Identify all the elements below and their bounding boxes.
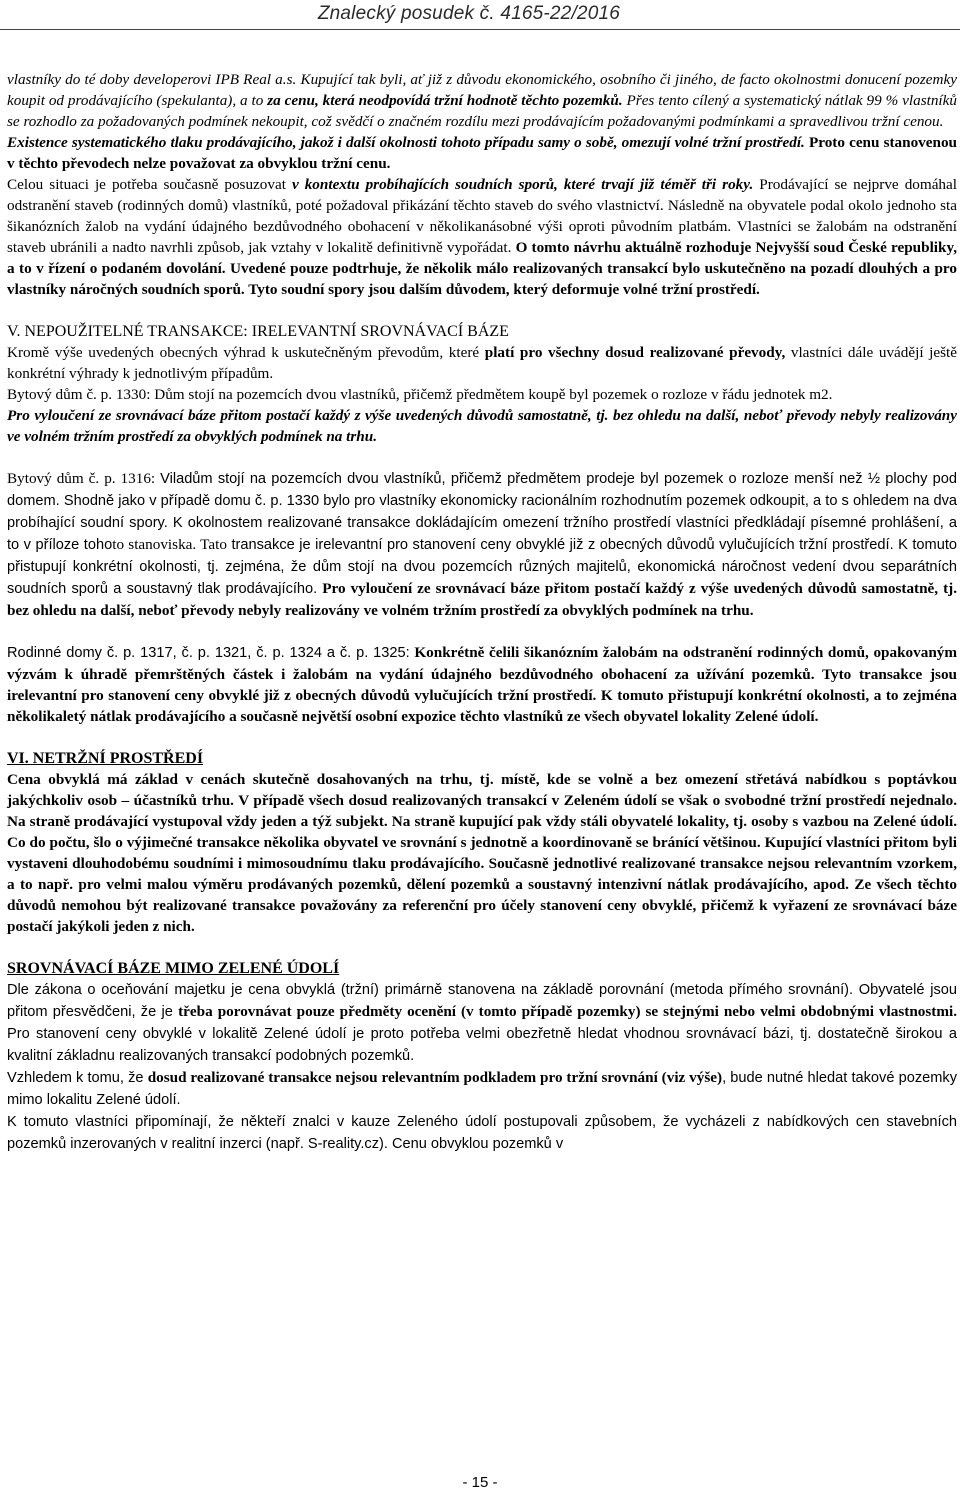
- paragraph-systematic-pressure: [7, 132, 957, 174]
- section-heading-comparison: [7, 958, 957, 979]
- heading-text: SROVNÁVACÍ BÁZE MIMO ZELENÉ ÚDOLÍ: [7, 960, 340, 977]
- text-run: Prodávající se nejprve domáhal odstranění staveb (rodinných domů) vlastníků, poté požadoval přikázání těchto staveb do svého vlastnictví. Následně na obyvatele podal okolo jednoho sta šikanózních žalob na vydání údajného bezdůvodného obohacení v několikanásobné výši oproti původním platbám. Vlastníci se žalobám na odstranění staveb ubránili a nadto navrhli způsob, jak vztahy v lokalitě definitivně vypořádat.: [7, 176, 957, 256]
- text-run: Kromě výše uvedených obecných výhrad k uskutečněným převodům, které: [7, 344, 485, 361]
- text-run: K tomuto vlastníci připomínají, že někteří znalci v kauze Zeleného údolí postupovali způsobem, že vycházeli z nabídkových cen stavebních pozemků inzerovaných v realitní inzerci (např. S-reality.cz). Cenu obvyklou pozemků v: [7, 1114, 957, 1152]
- emphasis-run: v kontextu probíhajících soudních sporů, které trvají již téměř tři roky.: [291, 176, 754, 193]
- text-run: , bude nutné hledat takové pozemky mimo lokalitu Zelené údolí.: [7, 1070, 957, 1108]
- text-run: to stanoviska. Tato: [112, 536, 227, 553]
- paragraph-outside-locality: [7, 1067, 957, 1111]
- paragraph-exclusion-1330: [7, 405, 957, 447]
- paragraph-valuation-law: [7, 979, 957, 1067]
- text-run: Přes tento cílený a systematický nátlak 99 % vlastníků se rozhodlo za požadovaných podmínek nekoupit, což svědčí o značném rozdílu mezi prodávajícím požadovanými podmínkami a spravedlivou tržní cenou.: [7, 92, 957, 130]
- emphasis-run: za cenu, která neodpovídá tržní hodnotě těchto pozemků.: [267, 92, 623, 109]
- emphasis-run: Konkrétně čelili šikanózním žalobám na odstranění rodinných domů, opakovaným výzvám k úhradě přemrštěných částek i žalobám na vydání údajného bezdůvodného obohacení za užívání pozemků. Tyto transakce jsou irelevantní pro stanovení ceny obvyklé již z obecných důvodů vylučujících tržní prostředí. K tomuto přistupují konkrétní okolnosti, a to zejména několikaletý nátlak prodávajícího a současně největší osobní expozice těchto vlastníků ze všech obyvatel lokality Zelené údolí.: [7, 644, 958, 725]
- page-header: [0, 0, 960, 30]
- emphasis-run: dosud realizované transakce nejsou relevantním podkladem pro tržní srovnání (viz výše): [147, 1069, 723, 1086]
- text-run: Vzhledem k tomu, že: [7, 1070, 148, 1086]
- emphasis-run: třeba porovnávat pouze předměty ocenění (v tomto případě pozemky) se stejnými nebo velmi obdobnými vlastnostmi.: [178, 1003, 957, 1020]
- emphasis-run: O tomto návrhu aktuálně rozhoduje Nejvyšší soud České republiky, a to v řízení o podaném dovolání. Uvedené pouze podtrhuje, že několik málo realizovaných transakcí bylo uskutečněno na pozadí dlouhých a pro vlastníky náročných soudních sporů. Tyto soudní spory jsou dalším důvodem, který deformuje volné tržní prostředí.: [7, 239, 958, 298]
- paragraph-court-disputes: [7, 174, 957, 300]
- emphasis-run: Proto cenu stanovenou v těchto převodech nelze považovat za obvyklou tržní cenu.: [7, 134, 957, 172]
- paragraph-general-reservations: [7, 342, 957, 384]
- paragraph-family-houses: [7, 642, 957, 727]
- section-heading-vi: [7, 748, 957, 769]
- paragraph-market-pressure: [7, 69, 957, 132]
- text-run: Viladům stojí na pozemcích dvou vlastníků, přičemž předmětem prodeje byl pozemek o rozloze menší než ½ plochy pod domem. Shodně jako v případě domu č. p. 1330 bylo pro vlastníky ekonomicky racionálním rozhodnutím pozemek odkoupit, a to s ohledem na dva probíhající soudní spory. K okolnostem realizované transakce dokládajícím omezení tržního prostředí vlastníci předkládají písemné prohlášení, a to v příloze toho: [7, 471, 957, 553]
- text-run: Dle zákona o oceňování majetku je cena obvyklá (tržní) primárně stanovena na základě porovnání (metoda přímého srovnání). Obyvatelé jsou přitom přesvědčeni, že je: [7, 982, 957, 1020]
- text-run: Rodinné domy č. p. 1317, č. p. 1321, č. p. 1324 a č. p. 1325:: [7, 645, 410, 661]
- emphasis-run: Pro vyloučení ze srovnávací báze přitom postačí každý z výše uvedených důvodů samostatně, tj. bez ohledu na další, neboť převody nebyly realizovány ve volném tržním prostředí za obvyklých podmínek na trhu.: [7, 407, 957, 445]
- document-body: [7, 69, 957, 1155]
- emphasis-run: Existence systematického tlaku prodávajícího, jakož i další okolnosti tohoto případu samy o sobě, omezují volné tržní prostředí.: [7, 134, 805, 151]
- text-run: Bytový dům č. p. 1316:: [7, 470, 161, 487]
- text-run: Celou situaci je potřeba současně posuzovat: [7, 176, 292, 193]
- paragraph-expert-methods: [7, 1111, 957, 1155]
- text-run: vlastníci dále uvádějí ještě konkrétní výhrady k jednotlivým případům.: [7, 344, 957, 382]
- header-divider: [0, 29, 960, 30]
- section-heading-v: V. NEPOUŽITELNÉ TRANSAKCE: IRELEVANTNÍ SROVNÁVACÍ BÁZE: [7, 323, 509, 340]
- emphasis-run: Cena obvyklá má základ v cenách skutečně dosahovaných na trhu, tj. místě, kde se volně a bez omezení střetává nabídkou s poptávkou jakýchkoliv osob – účastníků trhu. V případě všech dosud realizovaných transakcí v Zeleném údolí se však o svobodné tržní prostředí nejednalo. Na straně prodávající vystupoval vždy jeden a týž subjekt. Na straně kupující pak vždy stáli obyvatelé lokality, tj. osoby s vazbou na Zelené údolí. Co do počtu, šlo o výjimečné transakce několika obyvatel ve srovnání s jednotně a koordinovaně se bránící většinou. Kupující vlastníci přitom byli vystaveni dlouhodobému soudními i mimosoudnímu tlaku prodávajícího. Současně jednotlivé realizované transakce nejsou relevantním vzorkem, a to např. pro velmi malou výměru prodávaných pozemků, dělení pozemků a soustavný intenzivní nátlak prodávajícího, apod. Ze všech těchto důvodů nemohou být realizované transakce považovány za referenční pro účely stanovení ceny obvyklé, přičemž k vyřazení ze srovnávací báze postačí jakýkoli jeden z nich.: [7, 771, 957, 935]
- paragraph-building-1316: [7, 468, 957, 621]
- document-title: Znalecký posudek č. 4165-22/2016: [317, 3, 620, 24]
- emphasis-run: Pro vyloučení ze srovnávací báze přitom postačí každý z výše uvedených důvodů samostatně, tj. bez ohledu na další, neboť převody nebyly realizovány ve volném tržním prostředí za obvyklých podmínek na trhu.: [7, 580, 957, 619]
- page-number: - 15 -: [462, 1474, 498, 1491]
- paragraph-non-market: [7, 769, 957, 937]
- emphasis-run: platí pro všechny dosud realizované převody,: [484, 344, 786, 361]
- heading-text: VI. NETRŽNÍ PROSTŘEDÍ: [7, 750, 204, 767]
- paragraph-building-1330: Bytový dům č. p. 1330: Dům stojí na pozemcích dvou vlastníků, přičemž předmětem koupě byl pozemek o rozloze v řádu jednotek m2.: [7, 386, 833, 403]
- text-run: Pro stanovení ceny obvyklé v lokalitě Zelené údolí je proto potřeba velmi obezřetně hledat vhodnou srovnávací bázi, tj. dostatečně širokou a kvalitní základnu realizovaných transakcí podobných pozemků.: [7, 1026, 957, 1064]
- text-run: vlastníky do té doby developerovi IPB Real a.s. Kupující tak byli, ať již z důvodu ekonomického, osobního či jiného, de facto okolnostmi donucení pozemky koupit od prodávajícího (spekulanta), a to: [7, 71, 957, 109]
- text-run: transakce je irelevantní pro stanovení ceny obvyklé již z obecných důvodů vylučujících tržní prostředí. K tomuto přistupují konkrétní okolnosti, tj. zejména, že dům stojí na dvou pozemcích různých majitelů, ekonomická náročnost vedení dvou separátních soudních sporů a soustavný tlak prodávajícího.: [7, 537, 957, 597]
